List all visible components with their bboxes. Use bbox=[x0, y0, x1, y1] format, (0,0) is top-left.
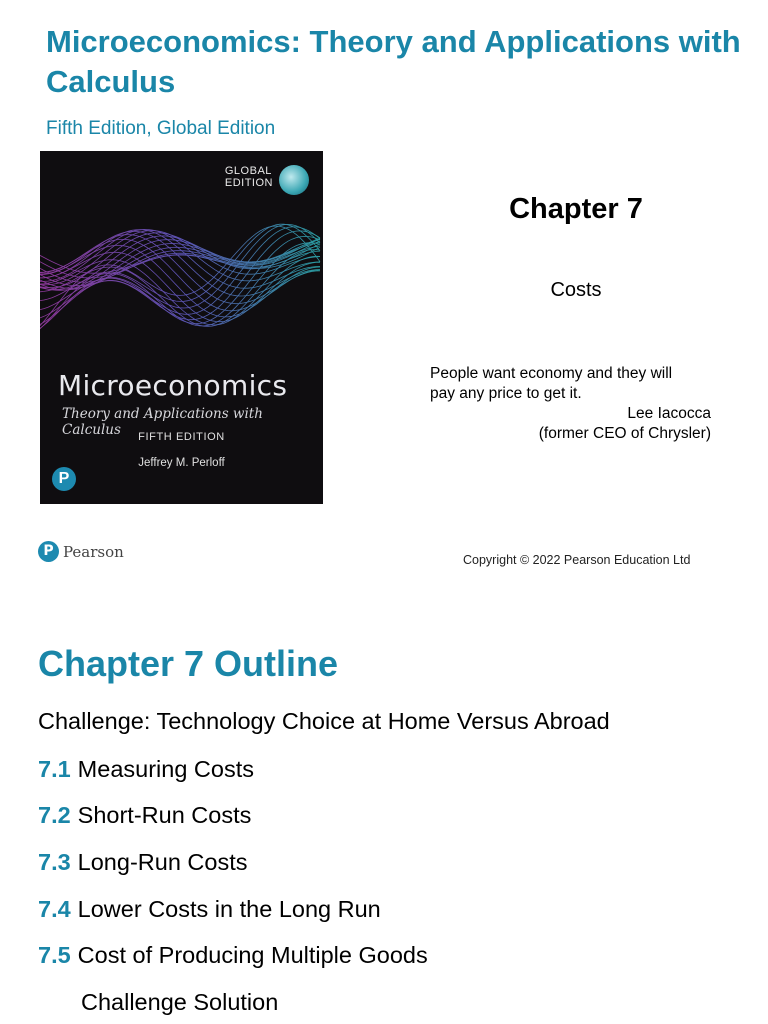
outline-title: Chapter 7 Outline bbox=[38, 643, 339, 684]
quote-author-role: (former CEO of Chrysler) bbox=[538, 425, 711, 442]
quote-block bbox=[430, 364, 711, 444]
outline-item-label: Measuring Costs bbox=[77, 756, 254, 782]
outline-item-number: 7.5 bbox=[38, 942, 71, 968]
outline-item bbox=[38, 942, 428, 969]
cover-wave-art bbox=[40, 151, 323, 504]
outline-intro: Challenge: Technology Choice at Home Versus Abroad bbox=[38, 708, 610, 734]
edition-label: Fifth Edition, Global Edition bbox=[46, 118, 276, 139]
chapter-subtitle: Costs bbox=[550, 279, 602, 301]
cover-author: Jeffrey M. Perloff bbox=[138, 457, 225, 469]
outline-item-label: Short-Run Costs bbox=[77, 802, 252, 828]
outline-item bbox=[38, 802, 251, 829]
cover-badge: GLOBAL EDITION bbox=[224, 165, 273, 189]
outline-item-label: Long-Run Costs bbox=[77, 849, 248, 875]
outline-item bbox=[38, 896, 381, 923]
outline-item-label: Lower Costs in the Long Run bbox=[77, 896, 381, 922]
outline-item bbox=[38, 756, 254, 783]
cover-title: Microeconomics bbox=[58, 369, 288, 402]
outline-item-label: Cost of Producing Multiple Goods bbox=[77, 942, 428, 968]
pearson-logo bbox=[38, 541, 124, 562]
outline-item-number: 7.3 bbox=[38, 849, 71, 875]
outline-item-number: 7.2 bbox=[38, 802, 71, 828]
quote-author: Lee Iacocca bbox=[627, 405, 711, 422]
outline-closing: Challenge Solution bbox=[81, 989, 279, 1015]
outline-item bbox=[38, 849, 248, 876]
cover-subtitle: Theory and Applications with Calculus bbox=[62, 406, 263, 438]
book-cover-image bbox=[40, 151, 323, 504]
outline-item-number: 7.1 bbox=[38, 756, 71, 782]
quote-line: People want economy and they will bbox=[430, 365, 673, 382]
copyright-notice: Copyright © 2022 Pearson Education Ltd bbox=[463, 553, 691, 567]
chapter-heading: Chapter 7 bbox=[509, 193, 643, 225]
globe-icon bbox=[279, 165, 309, 195]
pearson-logo-icon: P bbox=[52, 467, 76, 491]
pearson-wordmark: Pearson bbox=[63, 542, 124, 561]
outline-item-number: 7.4 bbox=[38, 896, 71, 922]
pearson-p-icon: P bbox=[38, 541, 59, 562]
book-title: Microeconomics: Theory and Applications with Calculus bbox=[46, 24, 741, 99]
quote-line: pay any price to get it. bbox=[430, 385, 582, 402]
cover-edition: FIFTH EDITION bbox=[138, 431, 225, 443]
